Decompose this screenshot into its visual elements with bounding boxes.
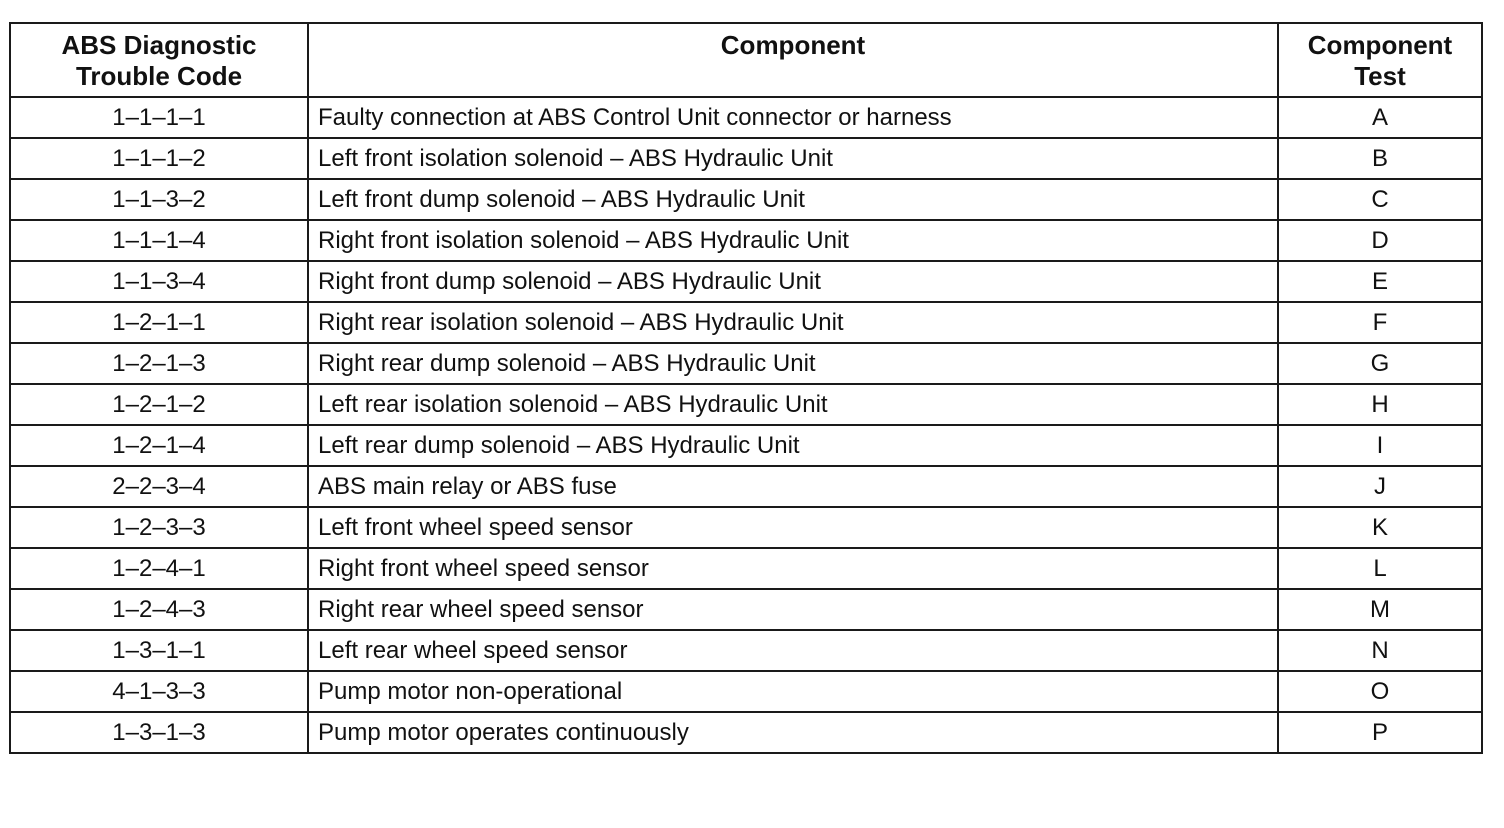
component-cell: Left front wheel speed sensor [308, 507, 1278, 548]
trouble-code-cell: 1–1–1–1 [10, 97, 308, 138]
table-row [10, 384, 1482, 425]
table-row [10, 343, 1482, 384]
header-component [308, 23, 1278, 97]
trouble-code-cell: 4–1–3–3 [10, 671, 308, 712]
table-row [10, 548, 1482, 589]
table-row [10, 97, 1482, 138]
component-cell: Right rear isolation solenoid – ABS Hydraulic Unit [308, 302, 1278, 343]
component-cell: Right front dump solenoid – ABS Hydraulic Unit [308, 261, 1278, 302]
trouble-code-cell: 1–2–4–1 [10, 548, 308, 589]
header-trouble-code-line1: ABS Diagnostic [61, 30, 257, 60]
component-cell: Left rear isolation solenoid – ABS Hydraulic Unit [308, 384, 1278, 425]
table-header [10, 23, 1482, 97]
trouble-code-cell: 1–2–1–4 [10, 425, 308, 466]
component-test-cell: F [1278, 302, 1482, 343]
component-cell: Right rear dump solenoid – ABS Hydraulic Unit [308, 343, 1278, 384]
table-row [10, 302, 1482, 343]
component-cell: Right rear wheel speed sensor [308, 589, 1278, 630]
header-trouble-code [10, 23, 308, 97]
trouble-code-cell: 1–2–1–3 [10, 343, 308, 384]
trouble-code-cell: 1–3–1–1 [10, 630, 308, 671]
abs-dtc-table [9, 22, 1483, 754]
table-row [10, 589, 1482, 630]
header-component-test-line2: Test [1354, 61, 1406, 91]
table-row [10, 425, 1482, 466]
component-cell: Right front isolation solenoid – ABS Hydraulic Unit [308, 220, 1278, 261]
table-row [10, 712, 1482, 753]
trouble-code-cell: 2–2–3–4 [10, 466, 308, 507]
table-row [10, 671, 1482, 712]
component-test-cell: I [1278, 425, 1482, 466]
component-cell: Right front wheel speed sensor [308, 548, 1278, 589]
trouble-code-cell: 1–1–3–2 [10, 179, 308, 220]
header-component-test [1278, 23, 1482, 97]
component-test-cell: N [1278, 630, 1482, 671]
component-test-cell: E [1278, 261, 1482, 302]
header-trouble-code-line2: Trouble Code [75, 61, 243, 91]
component-cell: Pump motor non-operational [308, 671, 1278, 712]
component-test-cell: J [1278, 466, 1482, 507]
component-test-cell: P [1278, 712, 1482, 753]
component-test-cell: C [1278, 179, 1482, 220]
table-row [10, 507, 1482, 548]
trouble-code-cell: 1–1–3–4 [10, 261, 308, 302]
component-test-cell: B [1278, 138, 1482, 179]
component-cell: Left front dump solenoid – ABS Hydraulic Unit [308, 179, 1278, 220]
component-test-cell: D [1278, 220, 1482, 261]
trouble-code-cell: 1–3–1–3 [10, 712, 308, 753]
component-cell: Left front isolation solenoid – ABS Hydraulic Unit [308, 138, 1278, 179]
component-test-cell: M [1278, 589, 1482, 630]
trouble-code-cell: 1–2–1–1 [10, 302, 308, 343]
component-cell: Left rear wheel speed sensor [308, 630, 1278, 671]
component-test-cell: L [1278, 548, 1482, 589]
trouble-code-cell: 1–2–4–3 [10, 589, 308, 630]
component-cell: Faulty connection at ABS Control Unit connector or harness [308, 97, 1278, 138]
trouble-code-cell: 1–1–1–2 [10, 138, 308, 179]
table-row [10, 138, 1482, 179]
table-row [10, 261, 1482, 302]
trouble-code-cell: 1–2–1–2 [10, 384, 308, 425]
component-test-cell: K [1278, 507, 1482, 548]
trouble-code-cell: 1–1–1–4 [10, 220, 308, 261]
header-component-test-line1: Component [1307, 30, 1453, 60]
component-cell: Left rear dump solenoid – ABS Hydraulic Unit [308, 425, 1278, 466]
component-cell: Pump motor operates continuously [308, 712, 1278, 753]
component-test-cell: A [1278, 97, 1482, 138]
header-row [10, 23, 1482, 97]
table-row [10, 630, 1482, 671]
table-body [10, 97, 1482, 753]
trouble-code-cell: 1–2–3–3 [10, 507, 308, 548]
component-cell: ABS main relay or ABS fuse [308, 466, 1278, 507]
component-test-cell: H [1278, 384, 1482, 425]
component-test-cell: G [1278, 343, 1482, 384]
header-component-label: Component [720, 30, 866, 60]
component-test-cell: O [1278, 671, 1482, 712]
table-row [10, 466, 1482, 507]
table-row [10, 179, 1482, 220]
table-row [10, 220, 1482, 261]
